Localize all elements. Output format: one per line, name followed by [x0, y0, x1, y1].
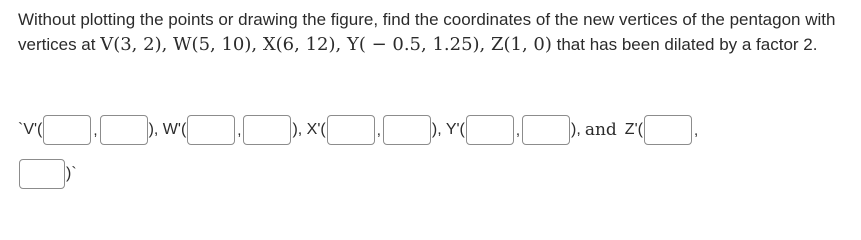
comma-separator: , — [693, 121, 699, 139]
v-prime-x-input[interactable] — [43, 115, 91, 145]
w-prime-x-input[interactable] — [187, 115, 235, 145]
y-prime-x-input[interactable] — [466, 115, 514, 145]
and-word: and — [584, 120, 617, 140]
v-prime-y-input[interactable] — [100, 115, 148, 145]
x-prime-y-input[interactable] — [383, 115, 431, 145]
x-prime-x-input[interactable] — [327, 115, 375, 145]
z-prime-label: Z'( — [624, 121, 643, 138]
answer-row-1 — [18, 115, 699, 145]
z-prefix: ), — [571, 121, 581, 138]
question-outro: that has been dilated by a factor 2. — [551, 35, 818, 54]
vertex-v: V(3, 2), — [100, 34, 174, 55]
w-prime-y-input[interactable] — [243, 115, 291, 145]
comma-separator: , — [376, 121, 381, 139]
v-prime-label: `V'( — [18, 121, 43, 138]
comma-separator: , — [515, 121, 521, 139]
comma-separator: , — [93, 121, 98, 139]
comma-separator: , — [237, 121, 242, 139]
z-prime-x-input[interactable] — [644, 115, 692, 145]
question-intro: Without plotting the points or drawing the figure, find the coordinates of the new vertices of the pentagon with vertices at — [18, 10, 836, 54]
answer-row-2 — [18, 159, 77, 189]
vertex-x: X(6, 12), — [262, 34, 347, 55]
y-prime-y-input[interactable] — [522, 115, 570, 145]
vertex-z: Z(1, 0) — [491, 34, 552, 55]
question-text — [18, 7, 858, 57]
x-prime-label: ), X'( — [292, 121, 326, 138]
y-prime-label: ), Y'( — [431, 121, 465, 138]
vertex-w: W(5, 10), — [173, 34, 263, 55]
w-prime-label: ), W'( — [148, 121, 187, 138]
closing-text: )` — [66, 165, 77, 182]
vertex-y: Y( − 0.5, 1.25), — [346, 34, 491, 55]
z-prime-y-input[interactable] — [19, 159, 65, 189]
